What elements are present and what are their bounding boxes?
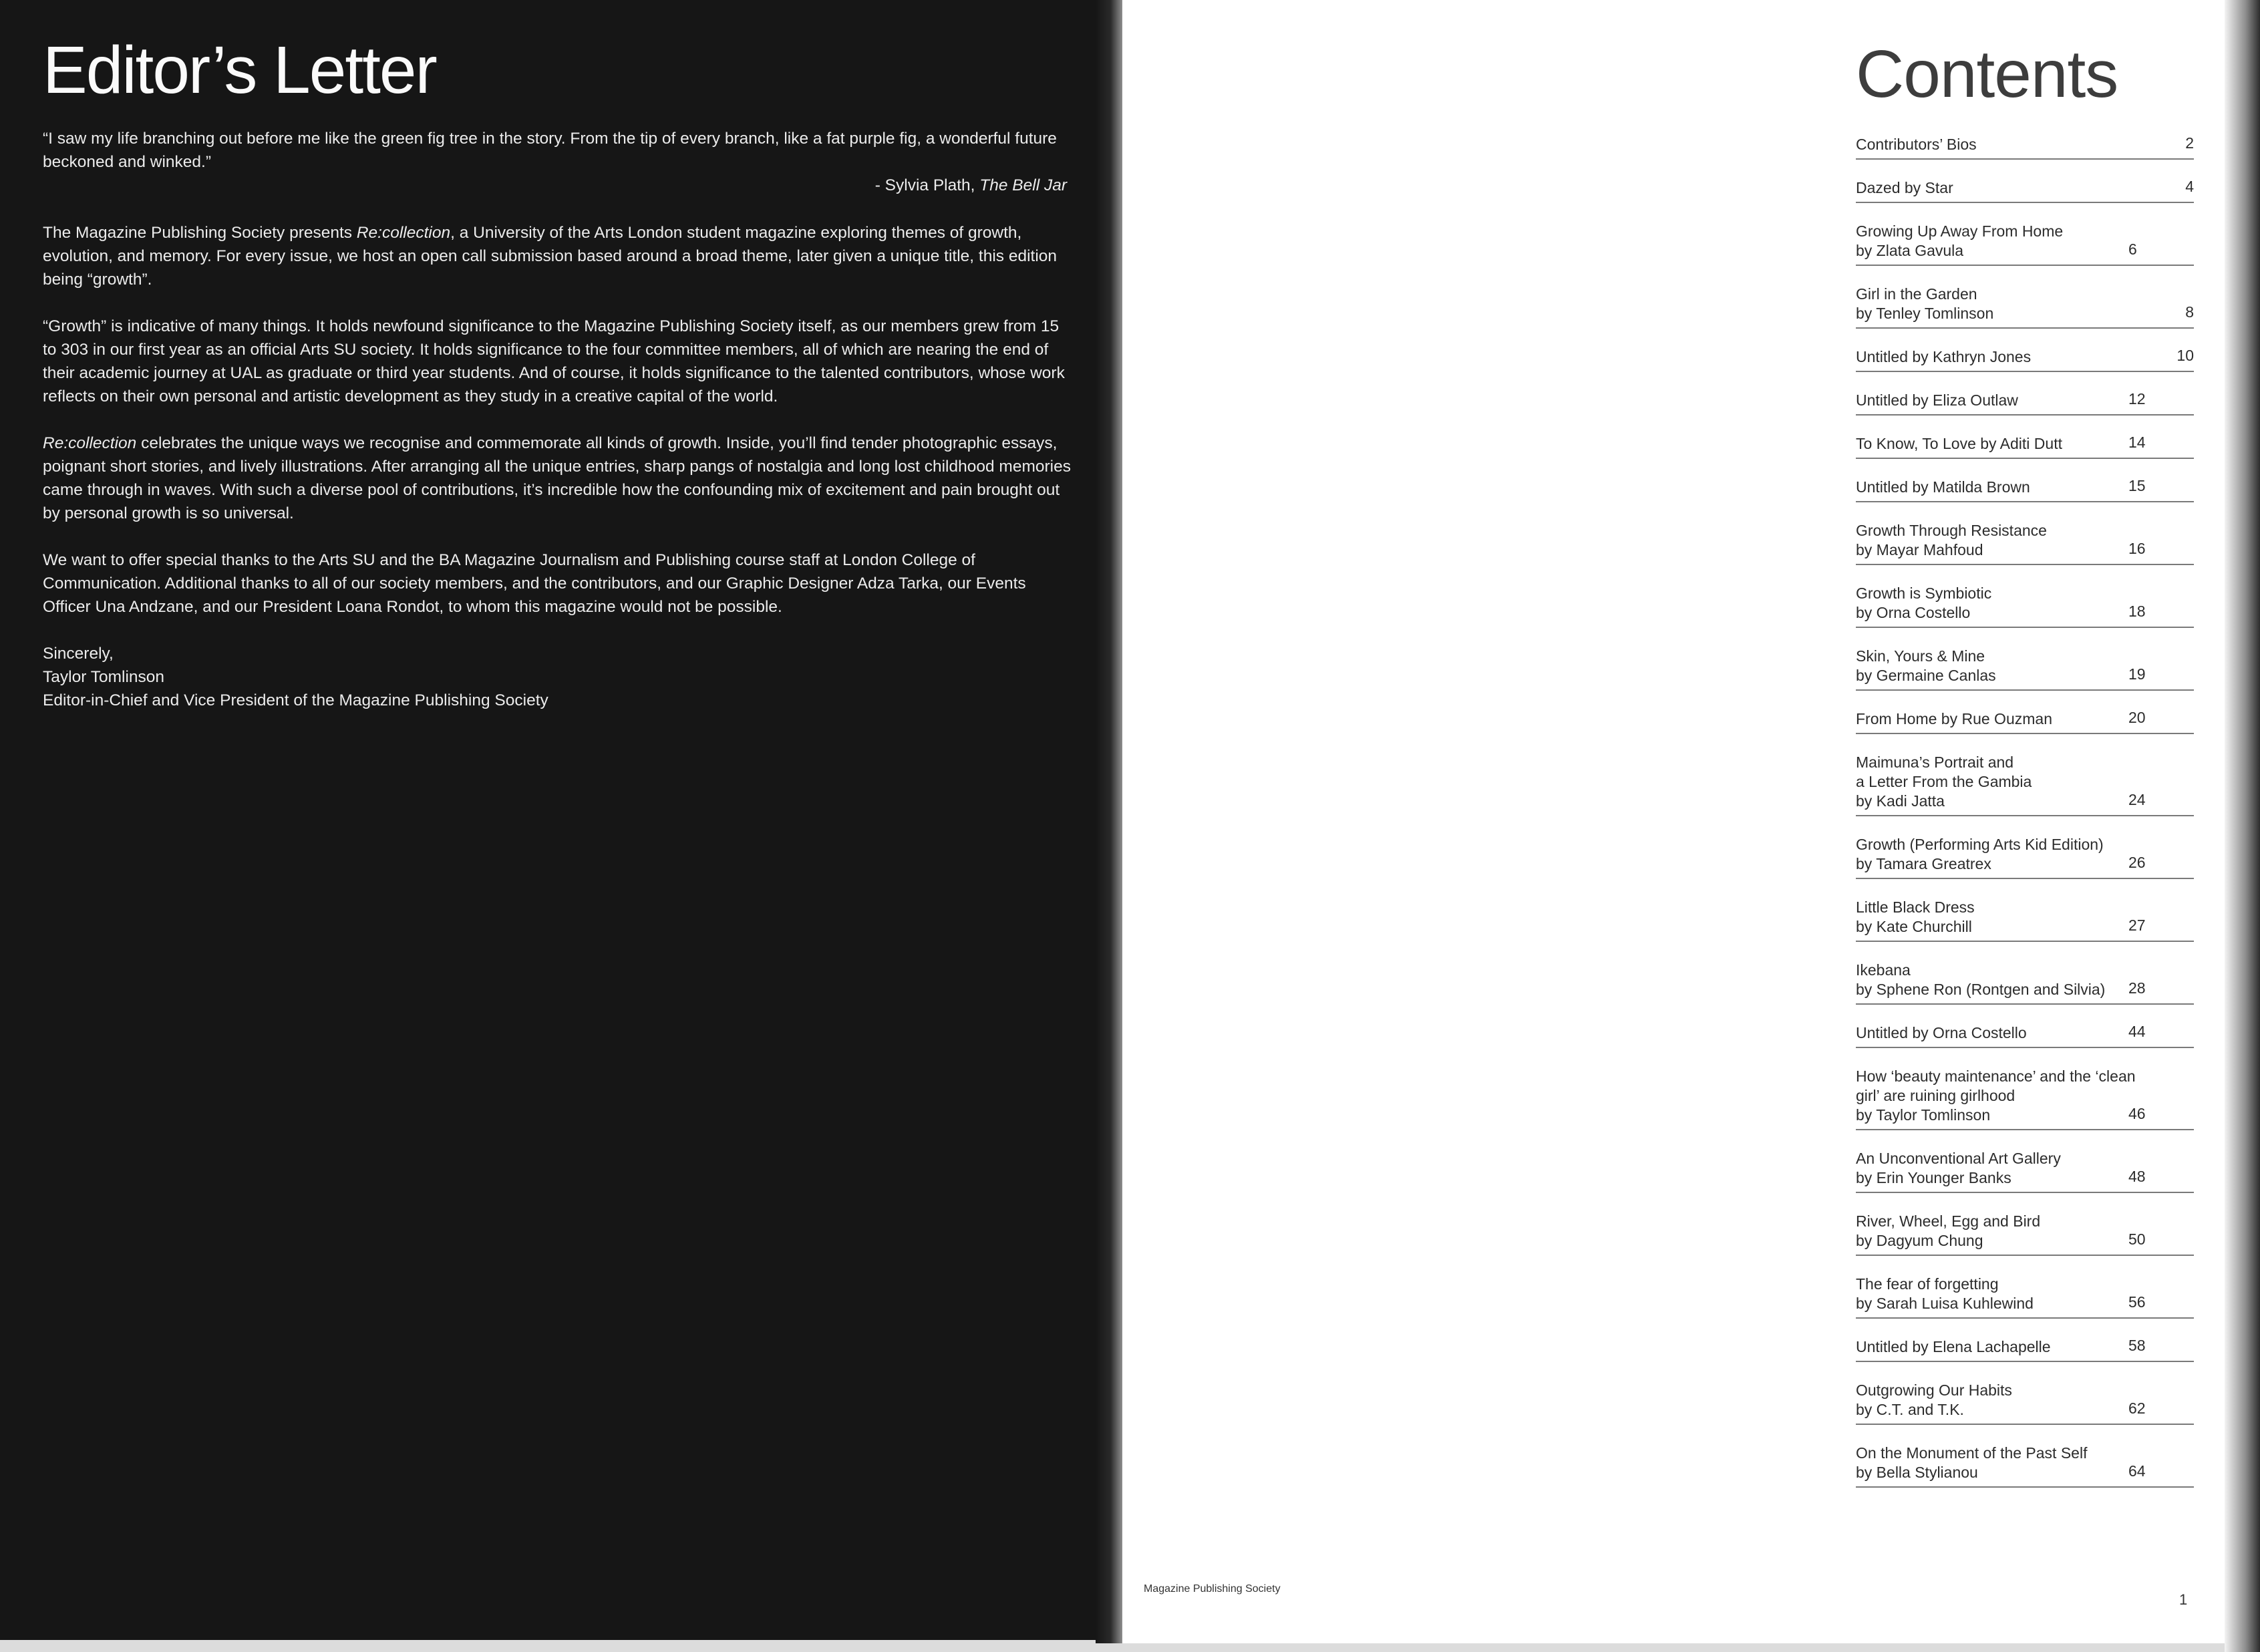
entry-title: Untitled by Elena Lachapelle <box>1856 1338 2051 1355</box>
entry-page-number: 56 <box>2128 1293 2146 1311</box>
contents-entry <box>1856 342 2194 372</box>
contents-entry <box>1856 1375 2194 1425</box>
signer-name: Taylor Tomlinson <box>43 668 165 686</box>
p1-intro: The Magazine Publishing Society presents <box>43 224 357 242</box>
contents-entry <box>1856 216 2194 266</box>
entry-title: Contributors’ Bios <box>1856 136 1977 153</box>
entry-page-number: 19 <box>2128 665 2146 683</box>
quote-attribution <box>43 174 1067 197</box>
contents-entry <box>1856 472 2194 502</box>
contents-entry <box>1856 1144 2194 1193</box>
entry-page-number: 8 <box>2185 303 2194 321</box>
attribution-book: The Bell Jar <box>979 176 1067 194</box>
entry-page-number: 6 <box>2128 240 2137 258</box>
entry-page-number: 4 <box>2185 178 2194 195</box>
opening-quote: “I saw my life branching out before me like the green fig tree in the story. From the tip of every branch, like a fat purple fig, a wonderful future beckoned and winked.” <box>43 130 1057 171</box>
contents-entry <box>1856 1269 2194 1319</box>
entry-page-number: 16 <box>2128 540 2146 557</box>
letter-paragraph-4: We want to offer special thanks to the Arts SU and the BA Magazine Journalism and Publishing course staff at London College of Communication. Additional thanks to all of our society members, and the contributors, and our Graphic Designer Adza Tarka, our Events Officer Una Andzane, and our President Loana Rondot, to whom this magazine would not be possible. <box>43 551 1026 616</box>
entry-page-number: 46 <box>2128 1105 2146 1122</box>
contents-entry <box>1856 1061 2194 1130</box>
letter-paragraph-2: “Growth” is indicative of many things. It holds newfound significance to the Magazine Publishing Society itself, as our members grew from 15 to 303 in our first year as an official Arts SU society. It holds significance to the four committee members, all of which are nearing the end of their academic journey at UAL as graduate or third year students. And of course, it holds significance to the talented contributors, whose work reflects on their own personal and artistic development as they study in a creative capital of the world. <box>43 317 1065 405</box>
contents-entry <box>1856 1438 2194 1488</box>
contents-entry <box>1856 955 2194 1005</box>
contents-list <box>1856 130 2194 1501</box>
entry-page-number: 10 <box>2176 347 2194 364</box>
contents-entry <box>1856 130 2194 160</box>
entry-title: Growth (Performing Arts Kid Edition) by Tamara Greatrex <box>1856 836 2104 872</box>
entry-page-number: 27 <box>2128 917 2146 934</box>
entry-title: River, Wheel, Egg and Bird by Dagyum Chung <box>1856 1212 2041 1249</box>
contents-entry <box>1856 173 2194 203</box>
entry-title: Untitled by Matilda Brown <box>1856 478 2030 496</box>
editors-letter-page <box>0 0 1117 1640</box>
p1-magazine-name: Re:collection <box>356 224 451 242</box>
entry-title: Skin, Yours & Mine by Germaine Canlas <box>1856 647 1996 684</box>
contents-entry <box>1856 748 2194 816</box>
signer-role: Editor-in-Chief and Vice President of the Magazine Publishing Society <box>43 691 548 709</box>
entry-title: Untitled by Kathryn Jones <box>1856 348 2032 365</box>
entry-title: Outgrowing Our Habits by C.T. and T.K. <box>1856 1381 2012 1418</box>
contents-entry <box>1856 579 2194 628</box>
letter-paragraph-1 <box>43 221 1072 291</box>
entry-page-number: 50 <box>2128 1230 2146 1248</box>
entry-page-number: 26 <box>2128 854 2146 871</box>
entry-page-number: 48 <box>2128 1168 2146 1185</box>
contents-title: Contents <box>1856 37 2118 112</box>
entry-page-number: 24 <box>2128 791 2146 808</box>
entry-title: Ikebana by Sphene Ron (Rontgen and Silvia) <box>1856 961 2106 998</box>
entry-title: Girl in the Garden by Tenley Tomlinson <box>1856 285 1994 322</box>
contents-entry <box>1856 704 2194 734</box>
contents-entry <box>1856 279 2194 329</box>
entry-page-number: 15 <box>2128 477 2146 494</box>
footer-society-name: Magazine Publishing Society <box>1144 1583 1281 1595</box>
entry-page-number: 44 <box>2128 1023 2146 1040</box>
entry-title: From Home by Rue Ouzman <box>1856 710 2052 727</box>
entry-title: On the Monument of the Past Self by Bella Stylianou <box>1856 1444 2088 1481</box>
entry-title: How ‘beauty maintenance’ and the ‘clean girl’ are ruining girlhood by Taylor Tomlinson <box>1856 1067 2136 1124</box>
entry-title: Little Black Dress by Kate Churchill <box>1856 898 1975 935</box>
entry-page-number: 14 <box>2128 434 2146 451</box>
signoff-text: Sincerely, <box>43 645 114 663</box>
contents-entry <box>1856 385 2194 416</box>
entry-page-number: 18 <box>2128 603 2146 620</box>
contents-entry <box>1856 1018 2194 1048</box>
p3-magazine-name: Re:collection <box>43 434 137 452</box>
entry-title: Dazed by Star <box>1856 179 1953 196</box>
p3-rest: celebrates the unique ways we recognise and commemorate all kinds of growth. Inside, you’ll find tender photographic essays, poignant short stories, and lively illustrations. After arranging all the unique entries, sharp pangs of nostalgia and long lost childhood memories came through in waves. With such a diverse pool of contributions, it’s incredible how the confounding mix of excitement and pain brought out by personal growth is so universal. <box>43 434 1071 522</box>
entry-title: Untitled by Orna Costello <box>1856 1024 2027 1041</box>
entry-page-number: 62 <box>2128 1399 2146 1417</box>
contents-entry <box>1856 830 2194 879</box>
entry-page-number: 20 <box>2128 709 2146 726</box>
contents-entry <box>1856 641 2194 691</box>
entry-page-number: 28 <box>2128 979 2146 997</box>
entry-page-number: 12 <box>2128 390 2146 407</box>
page-edge <box>2225 0 2260 1652</box>
entry-page-number: 58 <box>2128 1337 2146 1354</box>
contents-entry <box>1856 516 2194 565</box>
contents-entry <box>1856 1206 2194 1256</box>
attribution-author: - Sylvia Plath, <box>874 176 980 194</box>
p1-rest: , a University of the Arts London student magazine exploring themes of growth, evolution, and memory. For every issue, we host an open call submission based around a broad theme, later given a unique title, this edition being “growth”. <box>43 224 1058 289</box>
entry-title: The fear of forgetting by Sarah Luisa Kuhlewind <box>1856 1275 2034 1312</box>
entry-page-number: 2 <box>2185 134 2194 152</box>
contents-entry <box>1856 429 2194 459</box>
entry-title: Growth is Symbiotic by Orna Costello <box>1856 585 1992 621</box>
entry-title: Growth Through Resistance by Mayar Mahfoud <box>1856 522 2047 558</box>
footer-page-number: 1 <box>2179 1591 2188 1608</box>
contents-entry <box>1856 1332 2194 1362</box>
entry-page-number: 64 <box>2128 1462 2146 1480</box>
entry-title: Growing Up Away From Home by Zlata Gavula <box>1856 222 2064 259</box>
editors-letter-title: Editor’s Letter <box>43 33 436 108</box>
contents-entry <box>1856 892 2194 942</box>
letter-signoff <box>43 642 1073 712</box>
entry-title: An Unconventional Art Gallery by Erin Younger Banks <box>1856 1150 2061 1186</box>
entry-title: To Know, To Love by Aditi Dutt <box>1856 435 2062 452</box>
entry-title: Maimuna’s Portrait and a Letter From the Gambia by Kadi Jatta <box>1856 754 2032 810</box>
letter-paragraph-3 <box>43 432 1072 525</box>
entry-title: Untitled by Eliza Outlaw <box>1856 391 2018 409</box>
